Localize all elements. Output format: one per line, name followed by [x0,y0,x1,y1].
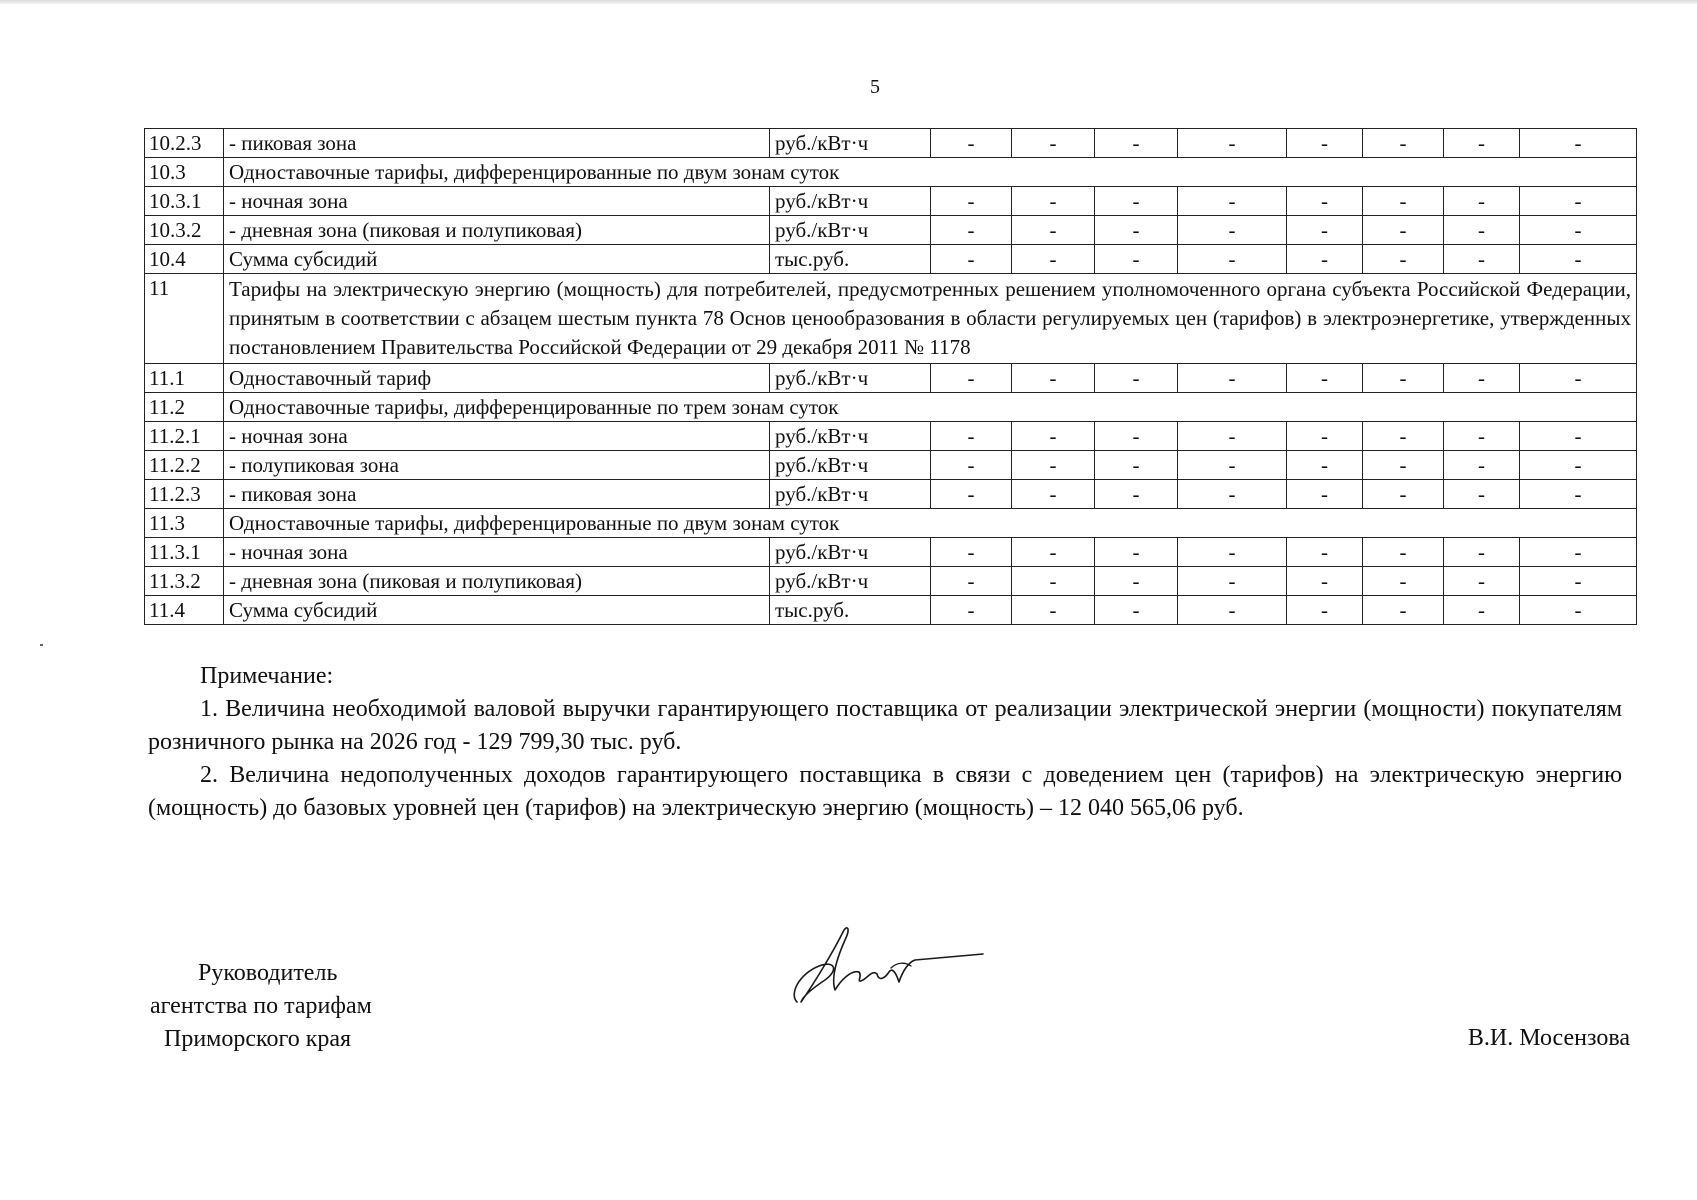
value-cell: - [931,129,1012,158]
note-item-2: 2. Величина недополученных доходов гарантирующего поставщика в связи с доведением цен (тарифов) на электрическую энергию (мощность) до базовых уровней цен (тарифов) на электрическую энергию (мощность) – 12 040 565,06 руб. [148,762,1622,821]
table-row [145,274,1637,364]
row-unit: руб./кВт·ч [770,187,931,216]
page-number: 5 [870,76,880,98]
row-number: 11.2.2 [145,451,224,480]
row-unit: руб./кВт·ч [770,451,931,480]
value-cell: - [1287,187,1363,216]
value-cell: - [1520,480,1637,509]
value-cell: - [1287,422,1363,451]
row-number: 10.3.2 [145,216,224,245]
row-number: 11.1 [145,364,224,393]
value-cell: - [1012,245,1095,274]
table-row [145,538,1637,567]
value-cell: - [1287,364,1363,393]
value-cell: - [1012,187,1095,216]
row-description: Тарифы на электрическую энергию (мощность) для потребителей, предусмотренных решением уполномоченного органа субъекта Российской Федерации, принятым в соответствии с абзацем шестым пункта 78 Основ ценообразования в области регулируемых цен (тарифов) в электроэнергетике, утвержденных постановлением Правительства Российской Федерации от 29 декабря 2011 № 1178 [224,274,1637,364]
value-cell: - [1444,216,1520,245]
value-cell: - [1287,538,1363,567]
value-cell: - [1363,129,1444,158]
row-name: Одноставочный тариф [224,364,770,393]
row-name: - дневная зона (пиковая и полупиковая) [224,216,770,245]
value-cell: - [1178,364,1287,393]
value-cell: - [1095,129,1178,158]
notes-block [148,660,1622,825]
value-cell: - [1444,422,1520,451]
value-cell: - [1363,187,1444,216]
table-row [145,567,1637,596]
value-cell: - [1012,364,1095,393]
table-row [145,364,1637,393]
row-number: 10.3.1 [145,187,224,216]
value-cell: - [1287,451,1363,480]
value-cell: - [1095,187,1178,216]
row-number: 11.2 [145,393,224,422]
value-cell: - [1095,451,1178,480]
value-cell: - [1520,567,1637,596]
value-cell: - [1095,480,1178,509]
row-unit: руб./кВт·ч [770,422,931,451]
table-row [145,509,1637,538]
row-name: Сумма субсидий [224,245,770,274]
row-number: 10.4 [145,245,224,274]
scan-speck [40,644,43,646]
value-cell: - [1178,451,1287,480]
value-cell: - [931,538,1012,567]
value-cell: - [1012,216,1095,245]
table-row [145,129,1637,158]
table-row [145,393,1637,422]
value-cell: - [1178,216,1287,245]
value-cell: - [1012,422,1095,451]
value-cell: - [1444,538,1520,567]
row-number: 10.3 [145,158,224,187]
row-unit: руб./кВт·ч [770,480,931,509]
row-name: - полупиковая зона [224,451,770,480]
row-name: - ночная зона [224,538,770,567]
value-cell: - [1012,451,1095,480]
value-cell: - [1444,596,1520,625]
value-cell: - [1095,596,1178,625]
value-cell: - [1178,129,1287,158]
row-unit: тыс.руб. [770,245,931,274]
value-cell: - [1520,216,1637,245]
row-unit: руб./кВт·ч [770,129,931,158]
value-cell: - [1178,245,1287,274]
value-cell: - [1520,129,1637,158]
value-cell: - [1444,364,1520,393]
handwritten-signature [785,922,985,1012]
table-row [145,480,1637,509]
row-unit: руб./кВт·ч [770,567,931,596]
value-cell: - [1363,480,1444,509]
value-cell: - [1095,216,1178,245]
value-cell: - [1095,567,1178,596]
value-cell: - [1287,129,1363,158]
value-cell: - [1178,567,1287,596]
value-cell: - [1178,187,1287,216]
value-cell: - [1520,187,1637,216]
value-cell: - [1520,245,1637,274]
table-row [145,158,1637,187]
value-cell: - [1444,451,1520,480]
value-cell: - [931,596,1012,625]
row-unit: руб./кВт·ч [770,364,931,393]
value-cell: - [1012,538,1095,567]
row-number: 11.2.3 [145,480,224,509]
value-cell: - [1363,216,1444,245]
tariff-table [144,128,1637,625]
signer-name: В.И. Мосензова [1467,1025,1630,1051]
row-number: 10.2.3 [145,129,224,158]
value-cell: - [1287,480,1363,509]
value-cell: - [1178,422,1287,451]
row-number: 11.3.2 [145,567,224,596]
value-cell: - [1520,422,1637,451]
section-title: Одноставочные тарифы, дифференцированные по двум зонам суток [224,509,1637,538]
value-cell: - [931,187,1012,216]
value-cell: - [1363,567,1444,596]
row-name: - дневная зона (пиковая и полупиковая) [224,567,770,596]
value-cell: - [1012,567,1095,596]
section-title: Одноставочные тарифы, дифференцированные по трем зонам суток [224,393,1637,422]
signatory-line-1: Руководитель [198,960,338,986]
value-cell: - [1178,596,1287,625]
value-cell: - [931,422,1012,451]
value-cell: - [1287,245,1363,274]
table-row [145,216,1637,245]
value-cell: - [931,567,1012,596]
notes-heading: Примечание: [200,663,334,689]
value-cell: - [1095,422,1178,451]
value-cell: - [1287,216,1363,245]
scan-top-edge [0,0,1697,4]
row-unit: руб./кВт·ч [770,216,931,245]
table-row [145,422,1637,451]
value-cell: - [1178,480,1287,509]
section-title: Одноставочные тарифы, дифференцированные по двум зонам суток [224,158,1637,187]
value-cell: - [1287,567,1363,596]
row-name: Сумма субсидий [224,596,770,625]
row-unit: руб./кВт·ч [770,538,931,567]
table-row [145,451,1637,480]
row-name: - ночная зона [224,187,770,216]
row-unit: тыс.руб. [770,596,931,625]
value-cell: - [1363,364,1444,393]
value-cell: - [1012,596,1095,625]
value-cell: - [1363,596,1444,625]
value-cell: - [931,216,1012,245]
row-number: 11.3.1 [145,538,224,567]
value-cell: - [1444,187,1520,216]
signatory-title [146,957,426,1056]
row-number: 11.2.1 [145,422,224,451]
value-cell: - [1520,451,1637,480]
row-number: 11.3 [145,509,224,538]
value-cell: - [1520,364,1637,393]
value-cell: - [1012,480,1095,509]
table-row [145,596,1637,625]
value-cell: - [1095,245,1178,274]
note-item-1: 1. Величина необходимой валовой выручки гарантирующего поставщика от реализации электрической энергии (мощности) покупателям розничного рынка на 2026 год - 129 799,30 тыс. руб. [148,696,1622,755]
value-cell: - [1363,451,1444,480]
value-cell: - [1178,538,1287,567]
value-cell: - [1444,480,1520,509]
value-cell: - [931,451,1012,480]
row-name: - ночная зона [224,422,770,451]
value-cell: - [1520,538,1637,567]
row-name: - пиковая зона [224,129,770,158]
signatory-line-3: Приморского края [164,1026,352,1052]
tariff-table-body [145,129,1637,625]
value-cell: - [1444,245,1520,274]
value-cell: - [1095,364,1178,393]
value-cell: - [1363,422,1444,451]
row-name: - пиковая зона [224,480,770,509]
table-row [145,187,1637,216]
value-cell: - [1444,567,1520,596]
value-cell: - [931,480,1012,509]
value-cell: - [1012,129,1095,158]
value-cell: - [1363,538,1444,567]
value-cell: - [1363,245,1444,274]
value-cell: - [1444,129,1520,158]
value-cell: - [1287,596,1363,625]
value-cell: - [931,364,1012,393]
row-number: 11 [145,274,224,364]
value-cell: - [1520,596,1637,625]
table-row [145,245,1637,274]
signatory-line-2: агентства по тарифам [150,993,372,1019]
value-cell: - [1095,538,1178,567]
row-number: 11.4 [145,596,224,625]
value-cell: - [931,245,1012,274]
